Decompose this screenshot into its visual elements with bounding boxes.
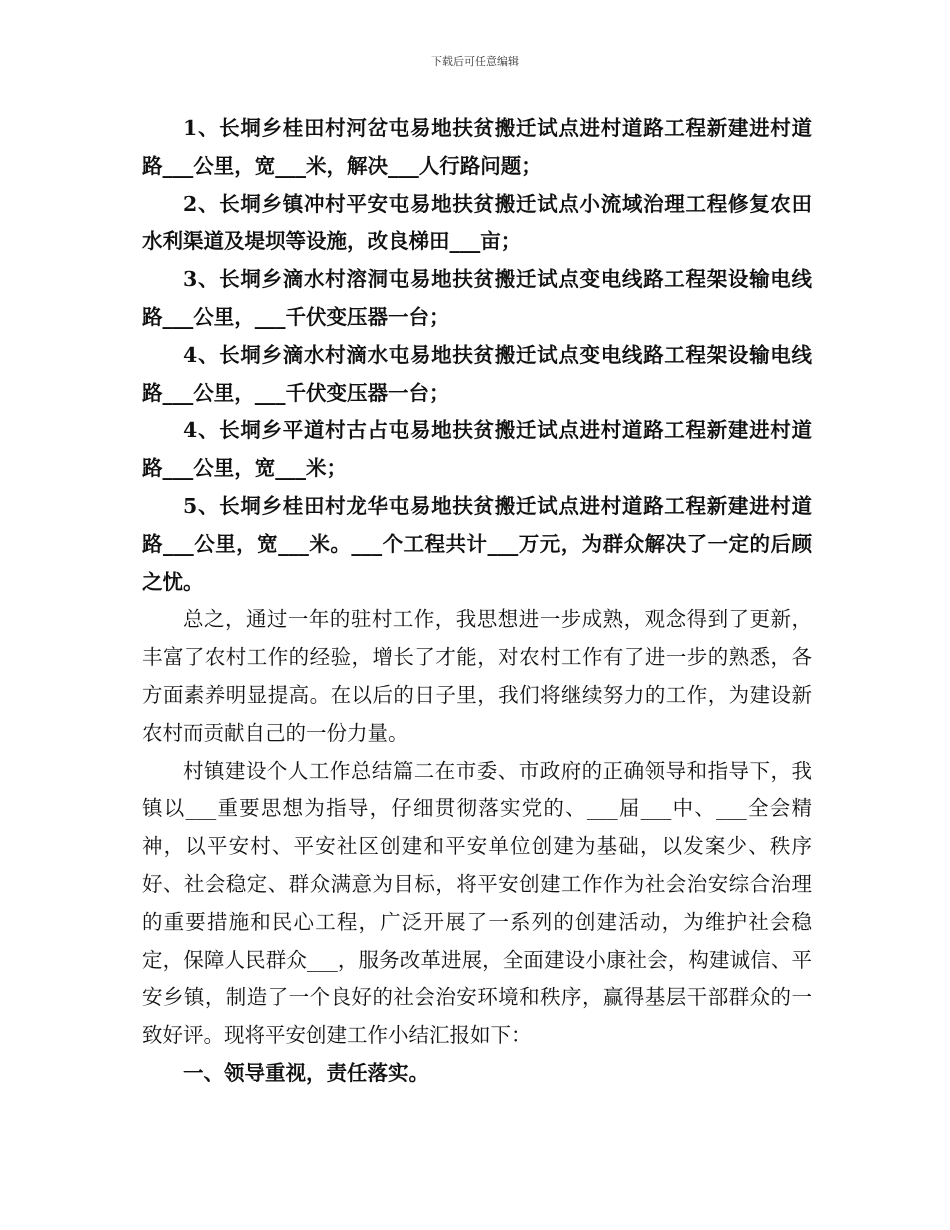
item-paragraph-5: 5、长垌乡桂田村龙华屯易地扶贫搬迁试点进村道路工程新建进村道路___公里，宽___米。___个工程共计___万元，为群众解决了一定的后顾之忧。 — [142, 493, 812, 594]
section-heading-1: 一、领导重视，责任落实。 — [183, 1060, 429, 1085]
item-paragraph-4a: 4、长垌乡滴水村滴水屯易地扶贫搬迁试点变电线路工程架设输电线路___公里，___千伏变压器一台； — [142, 342, 812, 405]
item-paragraph-3: 3、长垌乡滴水村溶洞屯易地扶贫搬迁试点变电线路工程架设输电线路___公里，___千伏变压器一台； — [142, 267, 812, 329]
document-body — [142, 110, 812, 1093]
item-paragraph-4b: 4、长垌乡平道村古占屯易地扶贫搬迁试点进村道路工程新建进村道路___公里，宽___米； — [142, 418, 812, 481]
article-two-paragraph: 村镇建设个人工作总结篇二在市委、市政府的正确领导和指导下，我镇以___重要思想为指导，仔细贯彻落实党的、___届___中、___全会精神，以平安村、平安社区创建和平安单位创建为基础，以发案少、秩序好、社会稳定、群众满意为目标，将平安创建工作作为社会治安综合治理的重要措施和民心工程，广泛开展了一系列的创建活动，为维护社会稳定，保障人民群众___，服务改革进展，全面建设小康社会，构建诚信、平安乡镇，制造了一个良好的社会治安环境和秩序，赢得基层干部群众的一致好评。现将平安创建工作小结汇报如下： — [142, 758, 812, 1048]
item-paragraph-1: 1、长垌乡桂田村河岔屯易地扶贫搬迁试点进村道路工程新建进村道路___公里，宽___米，解决___人行路问题； — [142, 116, 812, 178]
page-header-note: 下载后可任意编辑 — [431, 55, 519, 68]
item-paragraph-2: 2、长垌乡镇冲村平安屯易地扶贫搬迁试点小流域治理工程修复农田水利渠道及堤坝等设施，改良梯田___亩； — [142, 191, 812, 254]
summary-paragraph: 总之，通过一年的驻村工作，我思想进一步成熟，观念得到了更新，丰富了农村工作的经验，增长了才能，对农村工作有了进一步的熟悉，各方面素养明显提高。在以后的日子里，我们将继续努力的工作，为建设新农村而贡献自己的一份力量。 — [142, 607, 812, 745]
